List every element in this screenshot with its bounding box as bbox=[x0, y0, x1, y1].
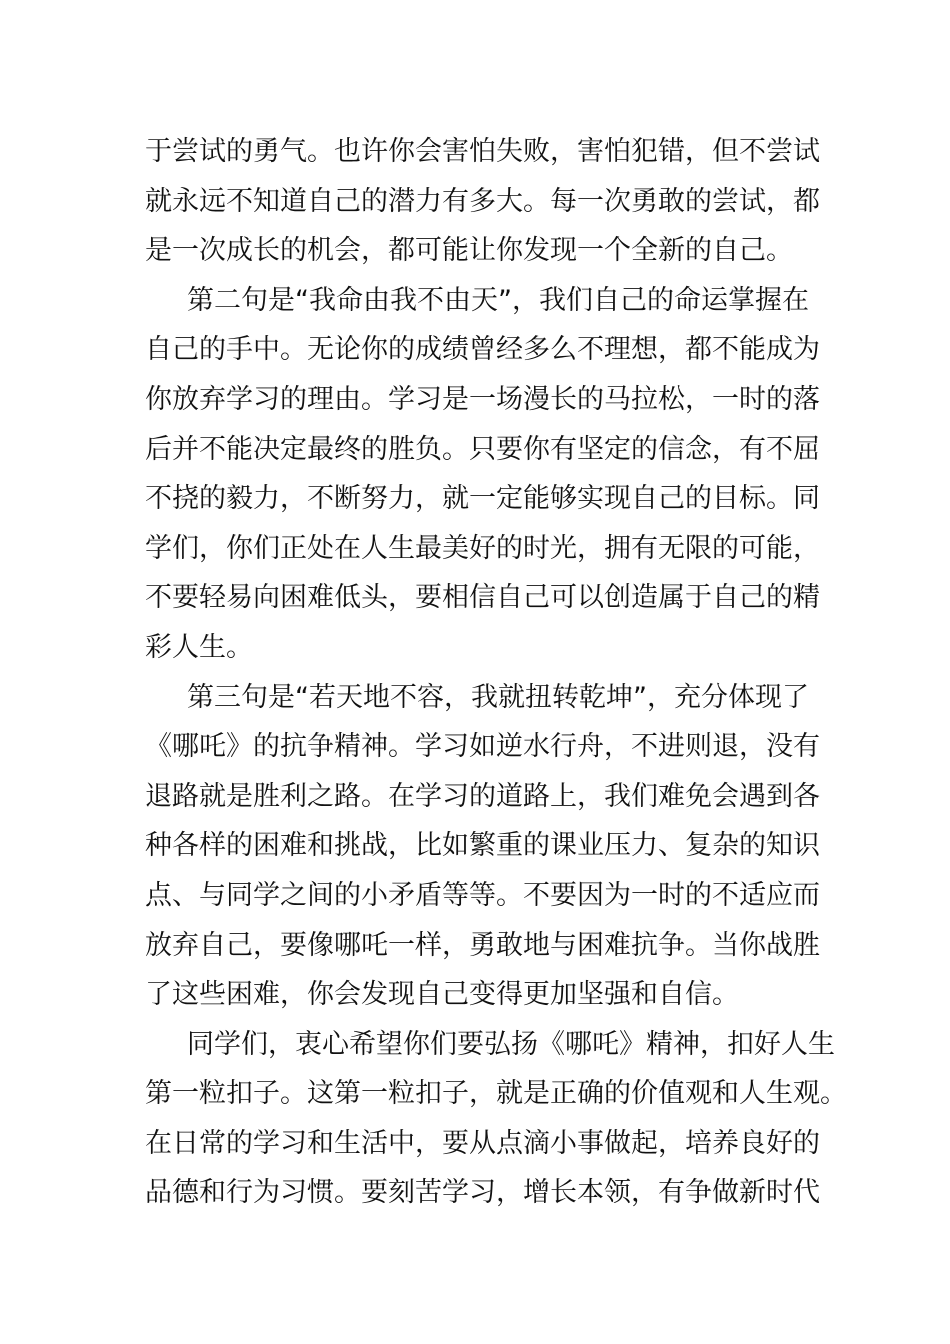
text-line: 你放弃学习的理由。学习是一场漫长的马拉松，一时的落 bbox=[145, 383, 820, 415]
text-line: 种各样的困难和挑战，比如繁重的课业压力、复杂的知识 bbox=[145, 830, 820, 862]
text-line: 在日常的学习和生活中，要从点滴小事做起，培养良好的 bbox=[145, 1127, 820, 1159]
paragraph-start-line: 第三句是“若天地不容，我就扭转乾坤”，充分体现了 bbox=[187, 681, 809, 713]
text-line: 是一次成长的机会，都可能让你发现一个全新的自己。 bbox=[145, 235, 793, 267]
text-line: 点、与同学之间的小矛盾等等。不要因为一时的不适应而 bbox=[145, 879, 820, 911]
text-line: 彩人生。 bbox=[145, 631, 253, 663]
text-line: 退路就是胜利之路。在学习的道路上，我们难免会遇到各 bbox=[145, 780, 820, 812]
text-line: 后并不能决定最终的胜负。只要你有坚定的信念，有不屈 bbox=[145, 433, 820, 465]
text-line: 就永远不知道自己的潜力有多大。每一次勇敢的尝试，都 bbox=[145, 185, 820, 217]
text-line: 学们，你们正处在人生最美好的时光，拥有无限的可能， bbox=[145, 532, 820, 564]
paragraph-start-line: 第二句是“我命由我不由天”，我们自己的命运掌握在 bbox=[187, 284, 809, 316]
text-line: 《哪吒》的抗争精神。学习如逆水行舟，不进则退，没有 bbox=[145, 731, 820, 763]
paragraph-start-line: 同学们，衷心希望你们要弘扬《哪吒》精神，扣好人生 bbox=[187, 1028, 835, 1060]
text-line: 放弃自己，要像哪吒一样，勇敢地与困难抗争。当你战胜 bbox=[145, 929, 820, 961]
text-line: 了这些困难，你会发现自己变得更加坚强和自信。 bbox=[145, 979, 739, 1011]
text-line: 第一粒扣子。这第一粒扣子，就是正确的价值观和人生观。 bbox=[145, 1078, 847, 1110]
document-body bbox=[145, 127, 847, 1218]
text-line: 自己的手中。无论你的成绩曾经多么不理想，都不能成为 bbox=[145, 334, 820, 366]
text-line: 不要轻易向困难低头，要相信自己可以创造属于自己的精 bbox=[145, 582, 820, 614]
text-line: 于尝试的勇气。也许你会害怕失败，害怕犯错，但不尝试 bbox=[145, 136, 820, 167]
text-line: 品德和行为习惯。要刻苦学习，增长本领，有争做新时代 bbox=[145, 1177, 820, 1209]
text-line: 不挠的毅力，不断努力，就一定能够实现自己的目标。同 bbox=[145, 483, 820, 515]
